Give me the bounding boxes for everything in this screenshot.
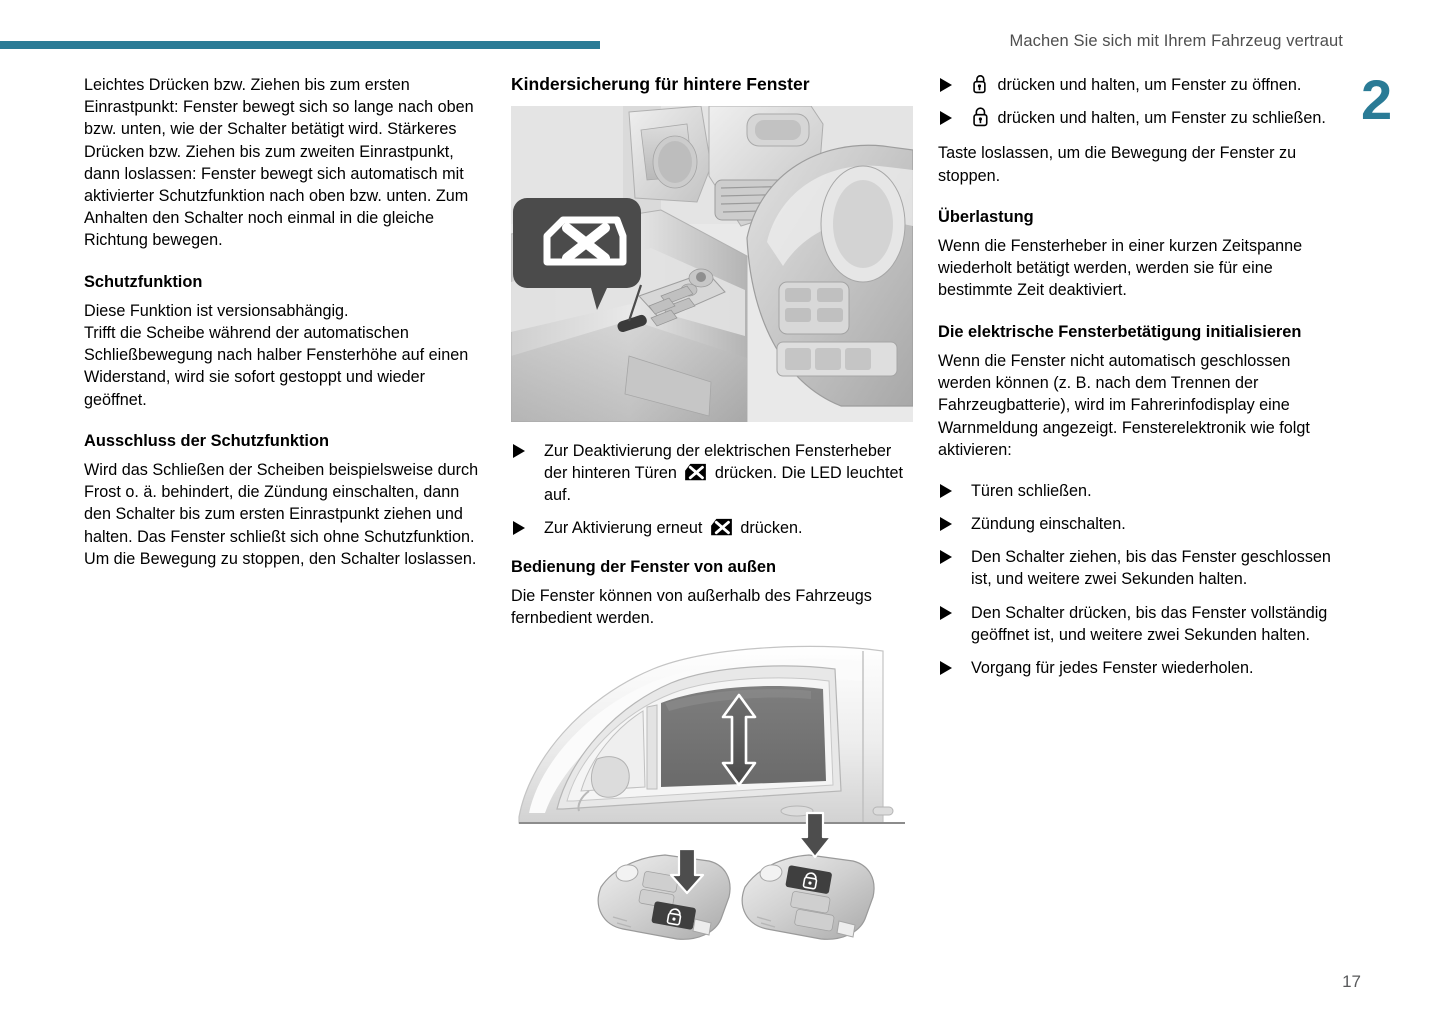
ausschluss-paragraph-1: Wird das Schließen der Scheiben beispielsweise durch Frost o. ä. behindert, die Zündung einschalten, dann den Schalter bis zum ersten Einrastpunkt ziehen und halten. Das Fenster schließt sich ohne Schutzfunktion. — [84, 461, 479, 546]
triangle-bullet-icon — [940, 111, 952, 125]
page-number: 17 — [1342, 972, 1361, 991]
bullet-text-after: drücken. — [740, 519, 803, 538]
bullet-text: drücken und halten, um Fenster zu öffnen. — [997, 76, 1302, 94]
schutzfunktion-paragraph-2: Trifft die Scheibe während der automatischen Schließbewegung nach halber Fensterhöhe auf einen Widerstand, wird sie sofort gestoppt und wieder geöffnet. — [84, 324, 469, 409]
vehicle-window-remote-illustration — [511, 641, 913, 951]
window-remote-bullet-list — [938, 74, 1338, 129]
intro-paragraph: Leichtes Drücken bzw. Ziehen bis zum ersten Einrastpunkt: Fenster bewegt sich so lange nach oben bzw. unten, wie der Schalter betätigt wird. Stärkeres Drücken bzw. Ziehen bis zum zweiten Einrastpunkt, dann loslassen: Fenster bewegt sich automatisch mit aktivierter Schutzfunktion nach oben bzw. unten. Zum Anhalten den Schalter noch einmal in die gleiche Richtung bewegen. — [84, 76, 474, 250]
triangle-bullet-icon — [940, 606, 952, 620]
ausschluss-paragraph-2: Um die Bewegung zu stoppen, den Schalter loslassen. — [84, 549, 477, 568]
heading-kindersicherung: Kindersicherung für hintere Fenster — [511, 74, 810, 94]
bullet-text: Zündung einschalten. — [971, 515, 1126, 534]
list-item — [938, 657, 1338, 679]
chapter-number: 2 — [1361, 68, 1393, 131]
bullet-text-after: drücken. Die LED leuchtet auf. — [544, 464, 903, 505]
kindersicherung-bullet-list — [511, 440, 913, 540]
heading-ausschluss: Ausschluss der Schutzfunktion — [84, 431, 329, 450]
page-header-title: Machen Sie sich mit Ihrem Fahrzeug vertraut — [1009, 32, 1343, 50]
triangle-bullet-icon — [513, 521, 525, 535]
bedienung-paragraph: Die Fenster können von außerhalb des Fahrzeugs fernbedient werden. — [511, 586, 872, 628]
heading-bedienung: Bedienung der Fenster von außen — [511, 557, 777, 576]
list-item — [938, 513, 1338, 535]
list-item — [938, 74, 1338, 96]
heading-schutzfunktion: Schutzfunktion — [84, 272, 203, 291]
triangle-bullet-icon — [940, 517, 952, 531]
triangle-bullet-icon — [940, 78, 952, 92]
child-lock-icon — [710, 518, 733, 537]
heading-initialisieren: Die elektrische Fensterbetätigung initialisieren — [938, 322, 1302, 341]
ueberlastung-paragraph: Wenn die Fensterheber in einer kurzen Zeitspanne wiederholt betätigt werden, werden sie für eine bestimmte Zeit deaktiviert. — [938, 237, 1303, 300]
triangle-bullet-icon — [513, 444, 525, 458]
header-rule — [0, 41, 600, 49]
paragraph-stop: Taste loslassen, um die Bewegung der Fenster zu stoppen. — [938, 144, 1297, 185]
door-panel-child-lock-illustration — [511, 106, 913, 422]
column-middle — [511, 74, 913, 951]
list-item — [938, 602, 1338, 646]
bullet-text-before: Zur Aktivierung erneut — [544, 519, 703, 538]
triangle-bullet-icon — [940, 550, 952, 564]
list-item — [938, 480, 1338, 502]
triangle-bullet-icon — [940, 484, 952, 498]
column-right — [938, 74, 1338, 679]
bullet-text-before: Zur Deaktivierung der elektrischen Fensterheber der hinteren Türen — [544, 441, 892, 483]
schutzfunktion-paragraph-1: Diese Funktion ist versionsabhängig. — [84, 301, 349, 320]
heading-ueberlastung: Überlastung — [938, 207, 1034, 226]
bullet-text: drücken und halten, um Fenster zu schließen. — [997, 109, 1326, 128]
list-item — [938, 107, 1338, 129]
list-item — [511, 440, 913, 507]
list-item — [511, 517, 913, 539]
bullet-text: Vorgang für jedes Fenster wiederholen. — [971, 659, 1254, 678]
child-lock-icon — [684, 463, 707, 482]
bullet-text: Den Schalter ziehen, bis das Fenster geschlossen ist, und weitere zwei Sekunden halten. — [971, 548, 1331, 589]
bullet-text: Türen schließen. — [971, 481, 1092, 500]
initialisieren-bullet-list — [938, 480, 1338, 679]
list-item — [938, 546, 1338, 590]
unlock-icon — [972, 74, 989, 95]
triangle-bullet-icon — [940, 661, 952, 675]
column-left — [84, 74, 484, 570]
bullet-text: Den Schalter drücken, bis das Fenster vollständig geöffnet ist, und weitere zwei Sekunden halten. — [971, 603, 1328, 644]
initialisieren-paragraph: Wenn die Fenster nicht automatisch geschlossen werden können (z. B. nach dem Trennen der Fahrzeugbatterie), wird im Fahrerinfodisplay eine Warnmeldung angezeigt. Fensterelektronik wie folgt aktivieren: — [938, 351, 1310, 459]
lock-icon — [972, 107, 989, 128]
